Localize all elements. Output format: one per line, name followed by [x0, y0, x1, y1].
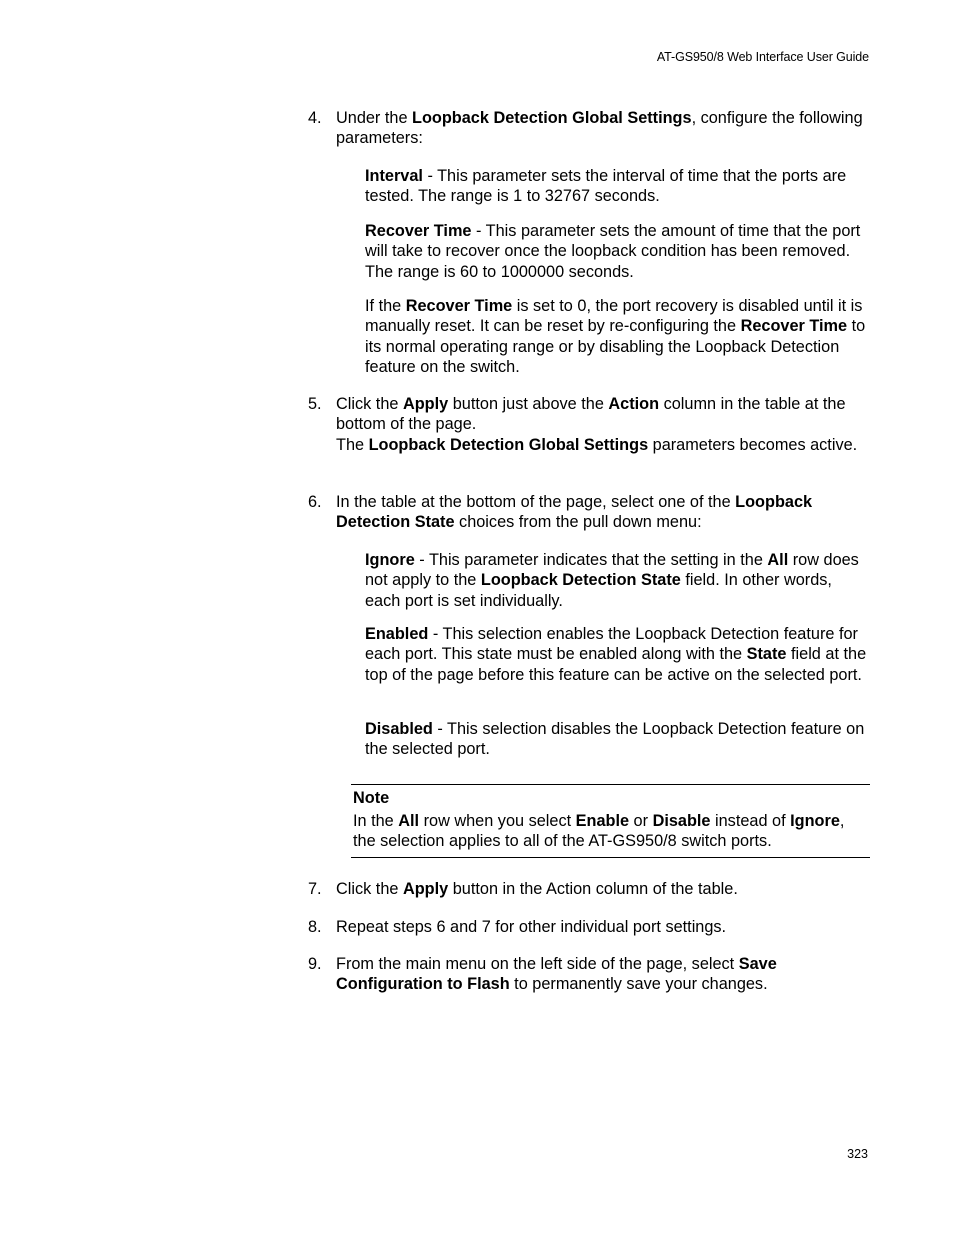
- note-box: [351, 784, 870, 858]
- step-number: 8.: [308, 918, 322, 936]
- step-6: [308, 492, 870, 533]
- note-title: Note: [353, 789, 390, 807]
- step-text: Click the Apply button in the Action column of the table.: [336, 880, 738, 898]
- step-text: From the main menu on the left side of the page, select Save Configuration to Flash to permanently save your changes.: [336, 955, 777, 994]
- step-7: [308, 879, 870, 899]
- step-number: 7.: [308, 880, 322, 898]
- param-recover-time: Recover Time - This parameter sets the amount of time that the port will take to recover once the loopback condition has been removed. The range is 60 to 1000000 seconds.: [365, 222, 861, 281]
- step-number: 6.: [308, 493, 322, 511]
- term: Enabled: [365, 625, 429, 643]
- recover-time-zero-note: If the Recover Time is set to 0, the port recovery is disabled until it is manually reset. It can be reset by re-configuring the Recover Time to its normal operating range or by disabling the Loopback Detection feature on the switch.: [365, 297, 866, 376]
- param-interval: Interval - This parameter sets the interval of time that the ports are tested. The range is 1 to 32767 seconds.: [365, 167, 847, 206]
- option-ignore: Ignore - This parameter indicates that the setting in the All row does not apply to the Loopback Detection State field. In other words, each port is set individually.: [365, 551, 859, 610]
- note-text: In the All row when you select Enable or Disable instead of Ignore, the selection applies to all of the AT-GS950/8 switch ports.: [353, 812, 845, 851]
- step-4: [308, 108, 870, 149]
- step-5: [308, 394, 870, 455]
- page-number: 323: [847, 1147, 868, 1161]
- step-text: Click the Apply button just above the Action column in the table at the bottom of the page. The Loopback Detection Global Settings parameters becomes active.: [336, 395, 858, 454]
- option-enabled: Enabled - This selection enables the Loopback Detection feature for each port. This state must be enabled along with the State field at the top of the page before this feature can be active on the selected port.: [365, 625, 867, 684]
- step-text: Repeat steps 6 and 7 for other individual port settings.: [336, 918, 727, 936]
- step-text: Under the Loopback Detection Global Settings, configure the following parameters:: [336, 109, 863, 148]
- step-text: In the table at the bottom of the page, select one of the Loopback Detection State choices from the pull down menu:: [336, 493, 813, 532]
- step-8: [308, 917, 870, 937]
- option-disabled: Disabled - This selection disables the Loopback Detection feature on the selected port.: [365, 720, 865, 759]
- step-number: 9.: [308, 955, 322, 973]
- step-number: 5.: [308, 395, 322, 413]
- term: Recover Time: [365, 222, 472, 240]
- step-9: [308, 954, 870, 995]
- term: Interval: [365, 167, 423, 185]
- term: Disabled: [365, 720, 433, 738]
- step-number: 4.: [308, 109, 322, 127]
- running-header: AT-GS950/8 Web Interface User Guide: [656, 50, 869, 64]
- term: Ignore: [365, 551, 415, 569]
